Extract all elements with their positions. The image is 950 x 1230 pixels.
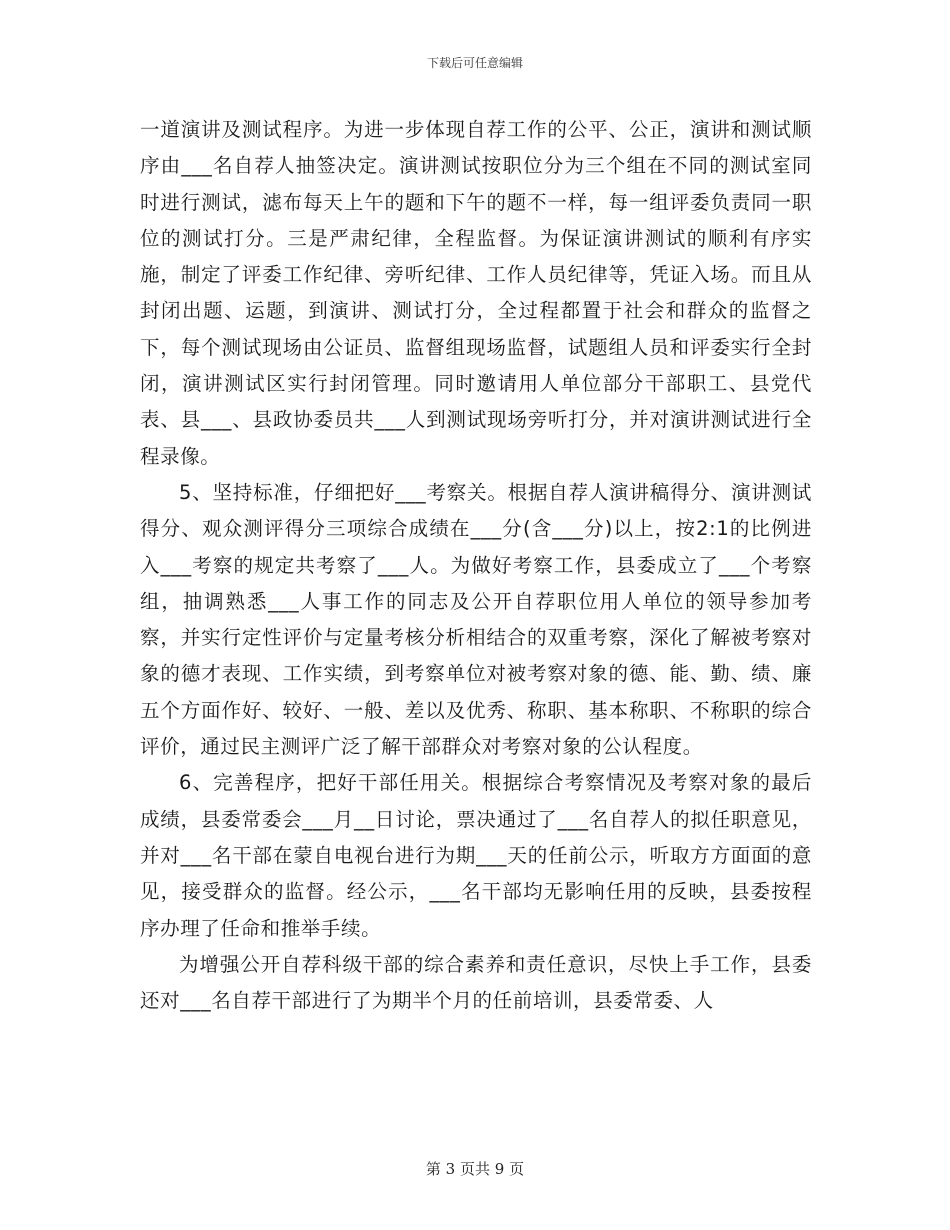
page-header: 下载后可任意编辑: [426, 56, 523, 70]
paragraph-3: 6、完善程序，把好干部任用关。根据综合考察情况及考察对象的最后成绩，县委常委会___月__日讨论，票决通过了___名自荐人的拟任职意见，并对___名干部在蒙自电视台进行为期___天的任前公示，听取方方面面的意见，接受群众的监督。经公示，___名干部均无影响任用的反映，县委按程序办理了任命和推举手续。: [140, 771, 812, 940]
document-body: [140, 112, 812, 1019]
paragraph-4: 为增强公开自荐科级干部的综合素养和责任意识，尽快上手工作，县委还对___名自荐干部进行了为期半个月的任前培训，县委常委、人: [140, 952, 812, 1013]
paragraph-2: 5、坚持标准，仔细把好___考察关。根据自荐人演讲稿得分、演讲测试得分、观众测评得分三项综合成绩在___分(含___分)以上，按2:1的比例进入___考察的规定共考察了___人。为做好考察工作，县委成立了___个考察组，抽调熟悉___人事工作的同志及公开自荐职位用人单位的领导参加考察，并实行定性评价与定量考核分析相结合的双重考察，深化了解被考察对象的德才表现、工作实绩，到考察单位对被考察对象的德、能、勤、绩、廉五个方面作好、较好、一般、差以及优秀、称职、基本称职、不称职的综合评价，通过民主测评广泛了解干部群众对考察对象的公认程度。: [140, 480, 812, 759]
paragraph-1: 一道演讲及测试程序。为进一步体现自荐工作的公平、公正，演讲和测试顺序由___名自荐人抽签决定。演讲测试按职位分为三个组在不同的测试室同时进行测试，滤布每天上午的题和下午的题不一样，每一组评委负责同一职位的测试打分。三是严肃纪律，全程监督。为保证演讲测试的顺利有序实施，制定了评委工作纪律、旁听纪律、工作人员纪律等，凭证入场。而且从封闭出题、运题，到演讲、测试打分，全过程都置于社会和群众的监督之下，每个测试现场由公证员、监督组现场监督，试题组人员和评委实行全封闭，演讲测试区实行封闭管理。同时邀请用人单位部分干部职工、县党代表、县___、县政协委员共___人到测试现场旁听打分，并对演讲测试进行全程录像。: [140, 118, 812, 468]
page-footer: 第 3 页共 9 页: [425, 1160, 525, 1178]
